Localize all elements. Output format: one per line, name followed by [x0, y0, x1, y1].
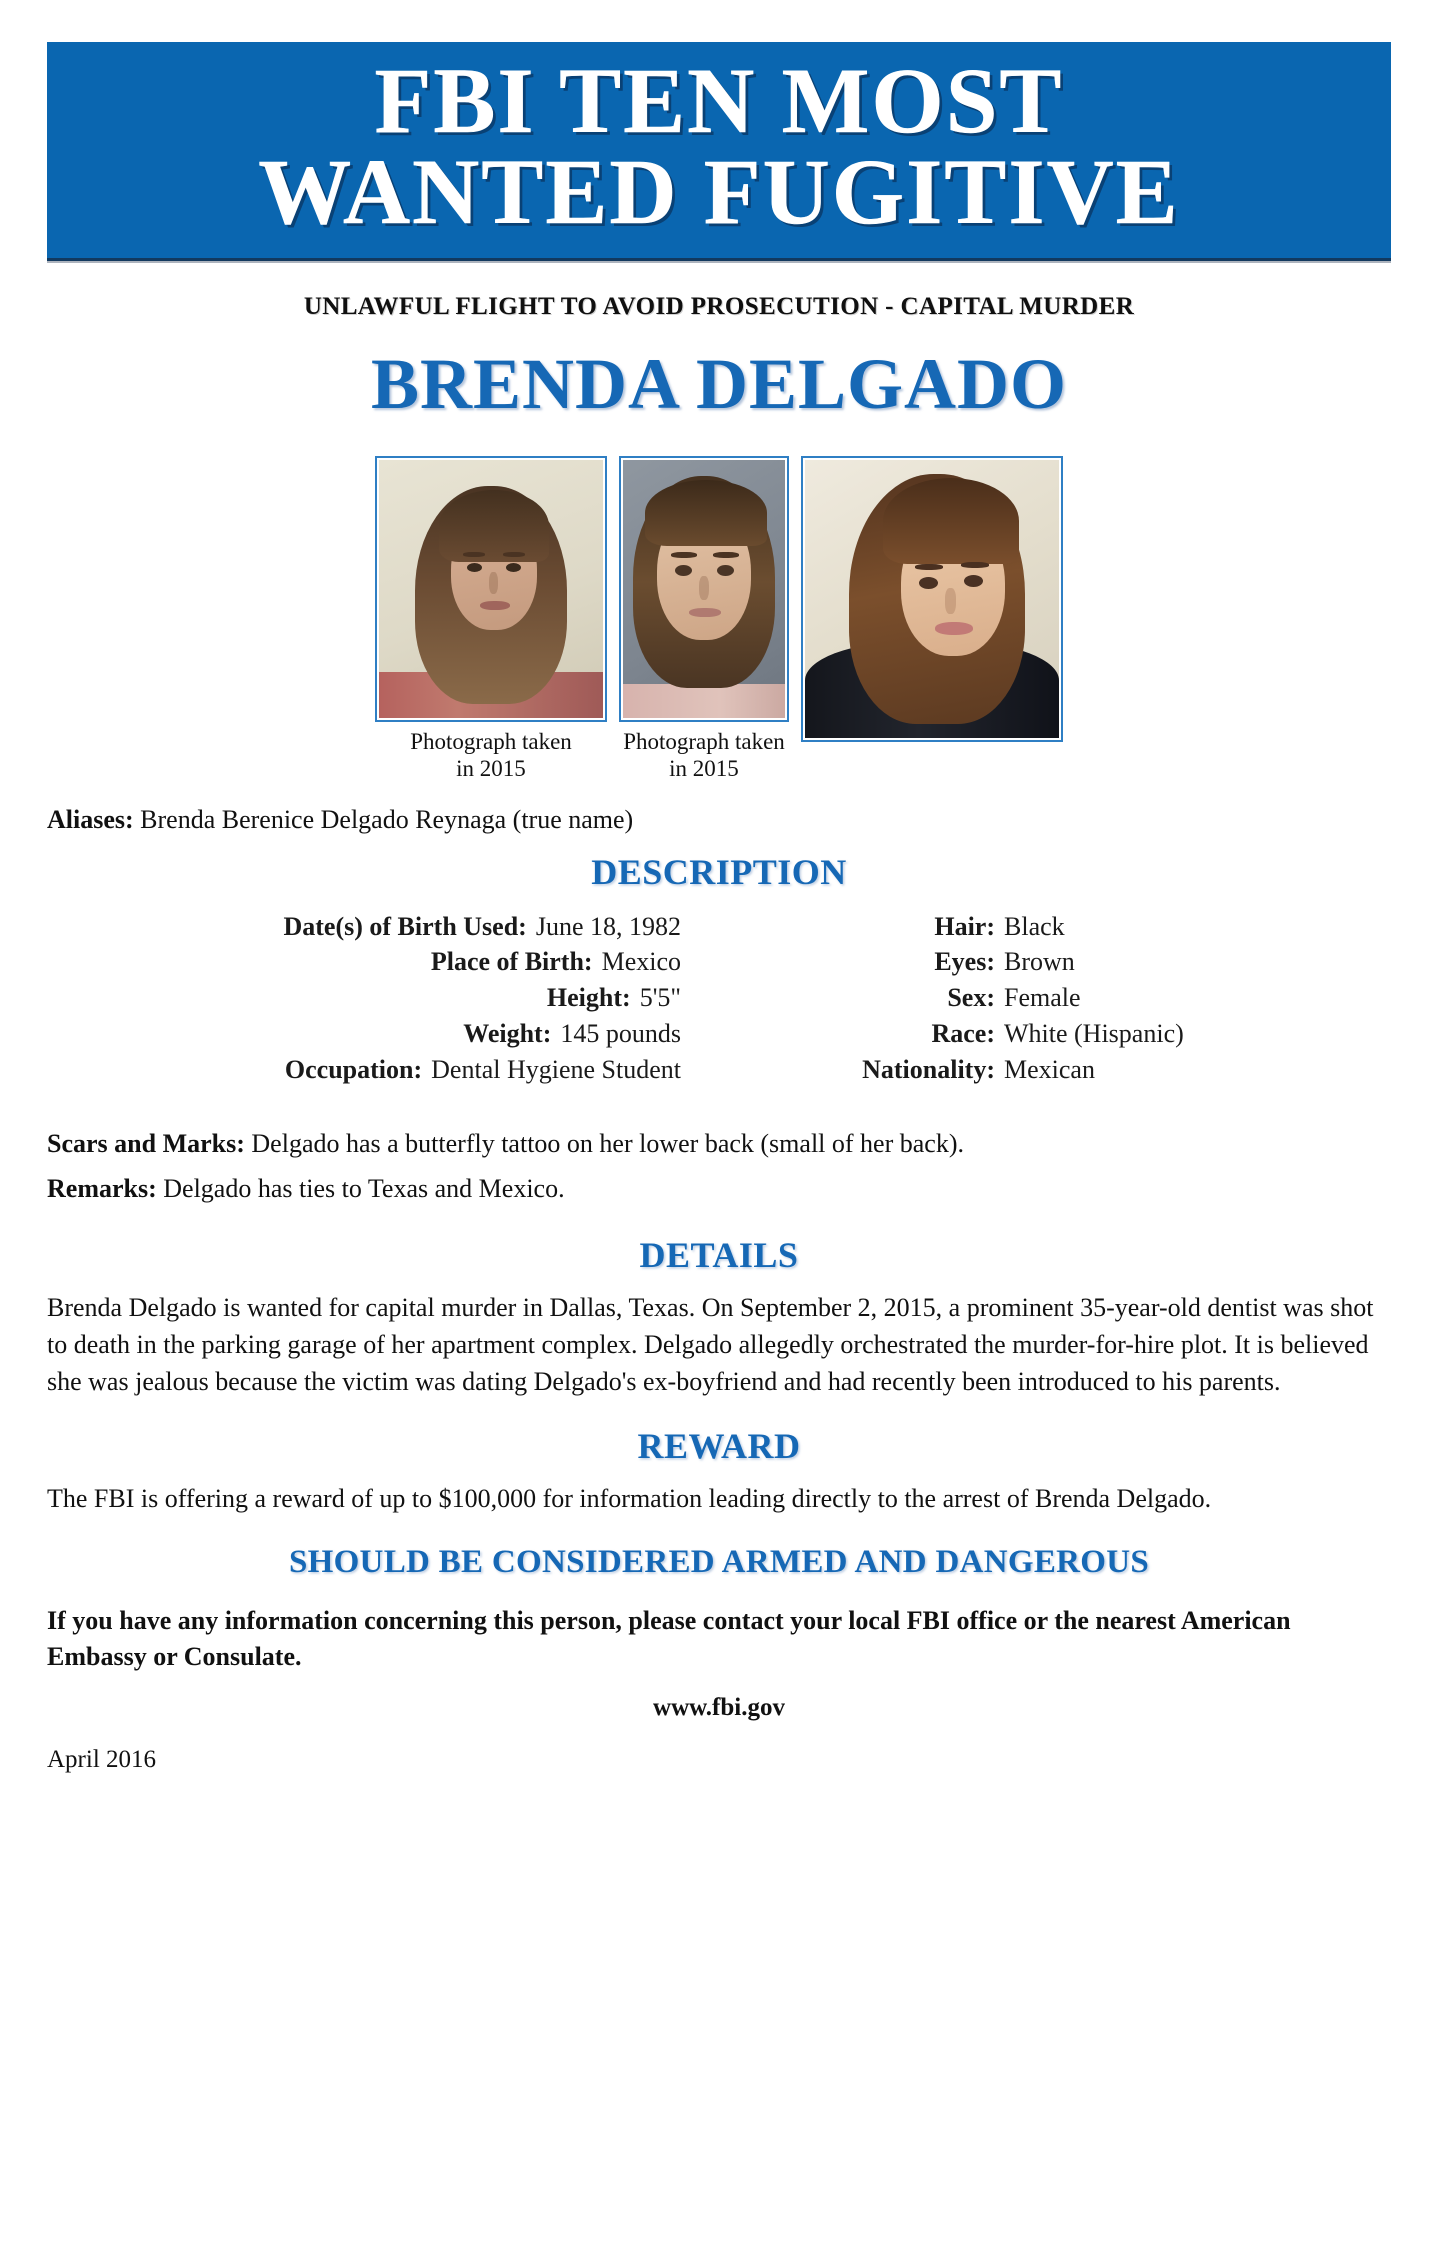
description-row: [727, 944, 1391, 980]
sex-value: Female: [1004, 983, 1081, 1013]
photo-caption-1-line2: in 2015: [456, 756, 526, 782]
details-heading: DETAILS: [639, 1234, 799, 1275]
aliases-label: Aliases:: [47, 804, 134, 834]
photo-row: [0, 456, 1438, 782]
description-row: [47, 1052, 681, 1088]
photo-caption-2-line1: Photograph taken: [623, 729, 785, 755]
aliases-line: [47, 805, 1391, 835]
eyes-value: Brown: [1004, 947, 1075, 977]
contact-instructions: If you have any information concerning this person, please contact your local FBI office or the nearest American Embassy or Consulate.: [47, 1605, 1291, 1672]
place-of-birth-label: Place of Birth:: [430, 947, 593, 977]
photo-frame-1: [375, 456, 607, 722]
dob-value: June 18, 1982: [535, 911, 681, 941]
reward-heading: REWARD: [637, 1425, 801, 1466]
dob-label: Date(s) of Birth Used:: [283, 911, 527, 941]
scars-value: Delgado has a butterfly tattoo on her lower back (small of her back).: [251, 1128, 964, 1158]
weight-value: 145 pounds: [560, 1019, 681, 1049]
description-column-right: [719, 909, 1391, 1088]
details-paragraph: Brenda Delgado is wanted for capital murder in Dallas, Texas. On September 2, 2015, a prominent 35-year-old dentist was shot to death in the parking garage of her apartment complex. Delgado allegedly orchestrated the murder-for-hire plot. It is believed she was jealous because the victim was dating Delgado's ex-boyfriend and had recently been introduced to his parents.: [47, 1292, 1374, 1396]
eyes-label: Eyes:: [934, 947, 995, 977]
photo-caption-2-line2: in 2015: [669, 756, 739, 782]
race-value: White (Hispanic): [1004, 1019, 1184, 1049]
weight-label: Weight:: [463, 1019, 552, 1049]
photo-image-2: [623, 460, 785, 718]
scars-label: Scars and Marks:: [47, 1128, 245, 1158]
description-row: [47, 1016, 681, 1052]
description-heading: DESCRIPTION: [591, 851, 847, 892]
race-label: Race:: [931, 1019, 995, 1049]
description-row: [47, 909, 681, 945]
charge-line: UNLAWFUL FLIGHT TO AVOID PROSECUTION - CAPITAL MURDER: [303, 293, 1135, 321]
aliases-value: Brenda Berenice Delgado Reynaga (true name): [140, 804, 634, 834]
place-of-birth-value: Mexico: [601, 947, 681, 977]
armed-and-dangerous-warning: SHOULD BE CONSIDERED ARMED AND DANGEROUS: [288, 1543, 1150, 1580]
description-column-left: [47, 909, 719, 1088]
photo-image-3: [805, 460, 1059, 738]
description-row: [727, 1052, 1391, 1088]
nationality-label: Nationality:: [862, 1055, 995, 1084]
description-table: [0, 909, 1438, 1088]
photo-caption-1: [410, 728, 572, 782]
remarks-line: [47, 1169, 1391, 1208]
photo-image-1: [379, 460, 603, 718]
hair-value: Black: [1004, 911, 1065, 941]
occupation-value: Dental Hygiene Student: [431, 1055, 681, 1084]
header-banner: [47, 42, 1391, 261]
fugitive-name: BRENDA DELGADO: [370, 344, 1068, 425]
remarks-value: Delgado has ties to Texas and Mexico.: [163, 1173, 565, 1203]
description-row: [727, 1016, 1391, 1052]
banner-line-2: WANTED FUGITIVE: [258, 141, 1180, 245]
fbi-website-link[interactable]: www.fbi.gov: [653, 1694, 785, 1722]
sex-label: Sex:: [947, 983, 995, 1013]
photo-frame-3: [801, 456, 1063, 742]
poster-date: April 2016: [47, 1746, 157, 1774]
hair-label: Hair:: [934, 911, 995, 941]
height-label: Height:: [546, 983, 631, 1013]
occupation-label: Occupation:: [284, 1055, 423, 1084]
description-row: [727, 980, 1391, 1016]
description-row: [47, 980, 681, 1016]
height-value: 5'5": [639, 983, 681, 1013]
photo-block-1: [375, 456, 607, 782]
remarks-label: Remarks:: [47, 1173, 157, 1203]
photo-caption-1-line1: Photograph taken: [410, 729, 572, 755]
banner-line-1: FBI TEN MOST: [374, 50, 1064, 153]
reward-paragraph: The FBI is offering a reward of up to $100,000 for information leading directly to the arrest of Brenda Delgado.: [47, 1483, 1212, 1513]
nationality-value: Mexican: [1004, 1055, 1095, 1084]
description-row: [47, 944, 681, 980]
wanted-poster: [0, 42, 1438, 2242]
photo-block-3: [801, 456, 1063, 748]
photo-block-2: [619, 456, 789, 782]
scars-and-marks-line: [47, 1124, 1391, 1163]
photo-caption-2: [623, 728, 785, 782]
photo-frame-2: [619, 456, 789, 722]
description-row: [727, 909, 1391, 945]
